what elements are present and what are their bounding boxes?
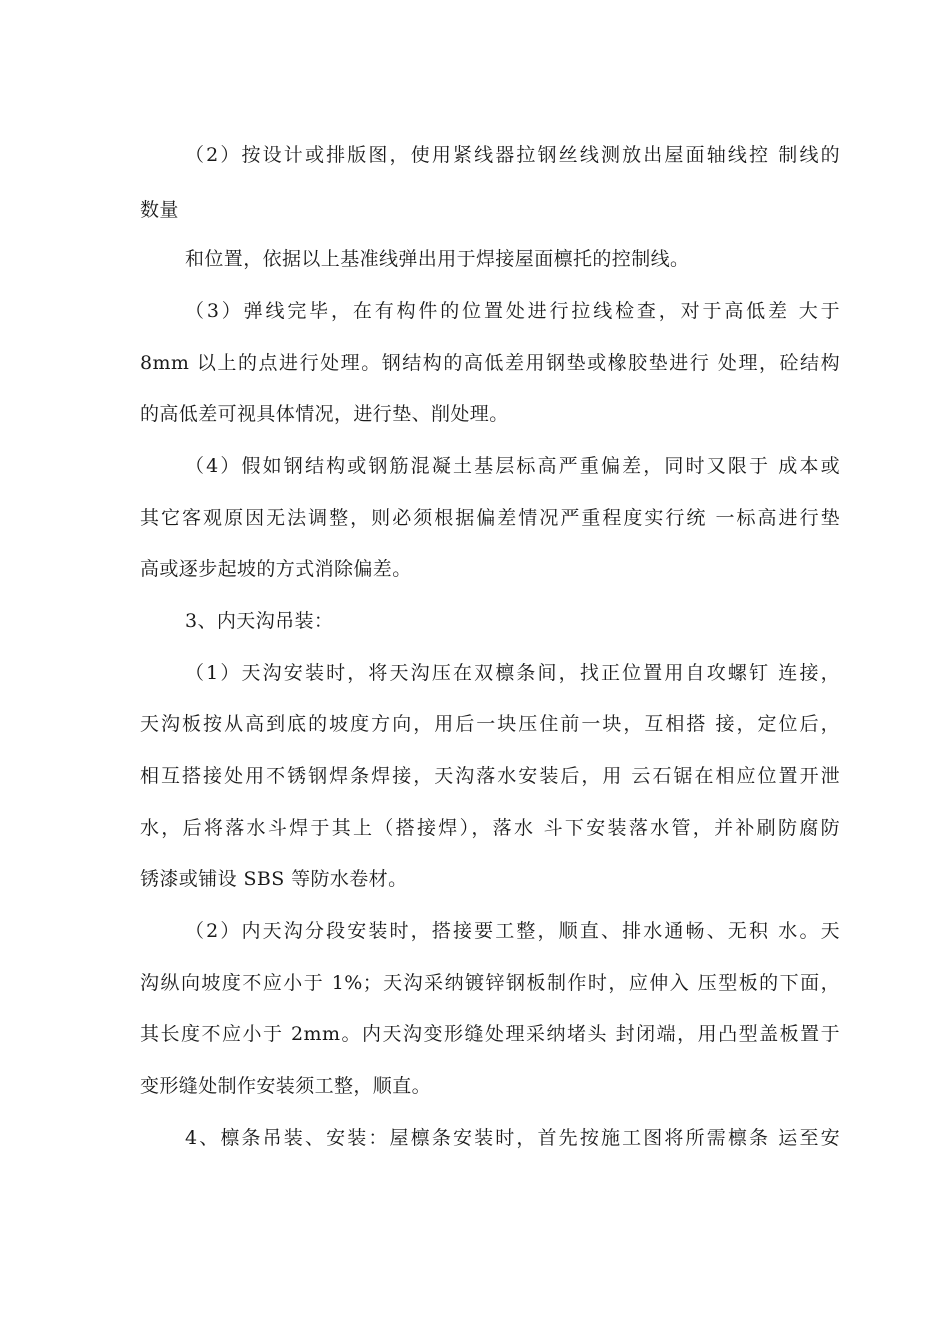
paragraph-line: 其长度不应小于 2mm。内天沟变形缝处理采纳堵头 封闭端，用凸型盖板置于 [140, 1023, 840, 1045]
paragraph-line: （2）内天沟分段安装时，搭接要工整，顺直、排水通畅、无积 水。天 [185, 920, 840, 942]
paragraph-line: 变形缝处制作安装须工整，顺直。 [140, 1075, 432, 1097]
paragraph-line: 水，后将落水斗焊于其上（搭接焊），落水 斗下安装落水管，并补刷防腐防 [140, 817, 840, 839]
paragraph-line: 天沟板按从高到底的坡度方向，用后一块压住前一块，互相搭 接，定位后， [140, 713, 840, 735]
paragraph-line: 数量 [140, 199, 179, 221]
paragraph-line: （4）假如钢结构或钢筋混凝土基层标高严重偏差，同时又限于 成本或 [185, 455, 840, 477]
paragraph-line: （3）弹线完毕，在有构件的位置处进行拉线检查，对于高低差 大于 [185, 300, 840, 322]
paragraph-line: 其它客观原因无法调整，则必须根据偏差情况严重程度实行统 一标高进行垫 [140, 507, 840, 529]
paragraph-line: 的高低差可视具体情况，进行垫、削处理。 [140, 403, 509, 425]
paragraph-line: 沟纵向坡度不应小于 1%；天沟采纳镀锌钢板制作时，应伸入 压型板的下面， [140, 972, 840, 994]
paragraph-line: 高或逐步起坡的方式消除偏差。 [140, 558, 412, 580]
paragraph-line: 锈漆或铺设 SBS 等防水卷材。 [140, 868, 408, 890]
section-heading: 3、内天沟吊装： [185, 610, 334, 632]
paragraph-line: 8mm 以上的点进行处理。钢结构的高低差用钢垫或橡胶垫进行 处理，砼结构 [140, 352, 840, 374]
section-heading-line: 4、檩条吊装、安装：屋檩条安装时，首先按施工图将所需檩条 运至安 [185, 1127, 840, 1149]
paragraph-line: （2）按设计或排版图，使用紧线器拉钢丝线测放出屋面轴线控 制线的 [185, 144, 840, 166]
paragraph-line: 和位置，依据以上基准线弹出用于焊接屋面檩托的控制线。 [185, 248, 690, 270]
paragraph-line: 相互搭接处用不锈钢焊条焊接，天沟落水安装后，用 云石锯在相应位置开泄 [140, 765, 840, 787]
paragraph-line: （1）天沟安装时，将天沟压在双檩条间，找正位置用自攻螺钉 连接， [185, 662, 840, 684]
